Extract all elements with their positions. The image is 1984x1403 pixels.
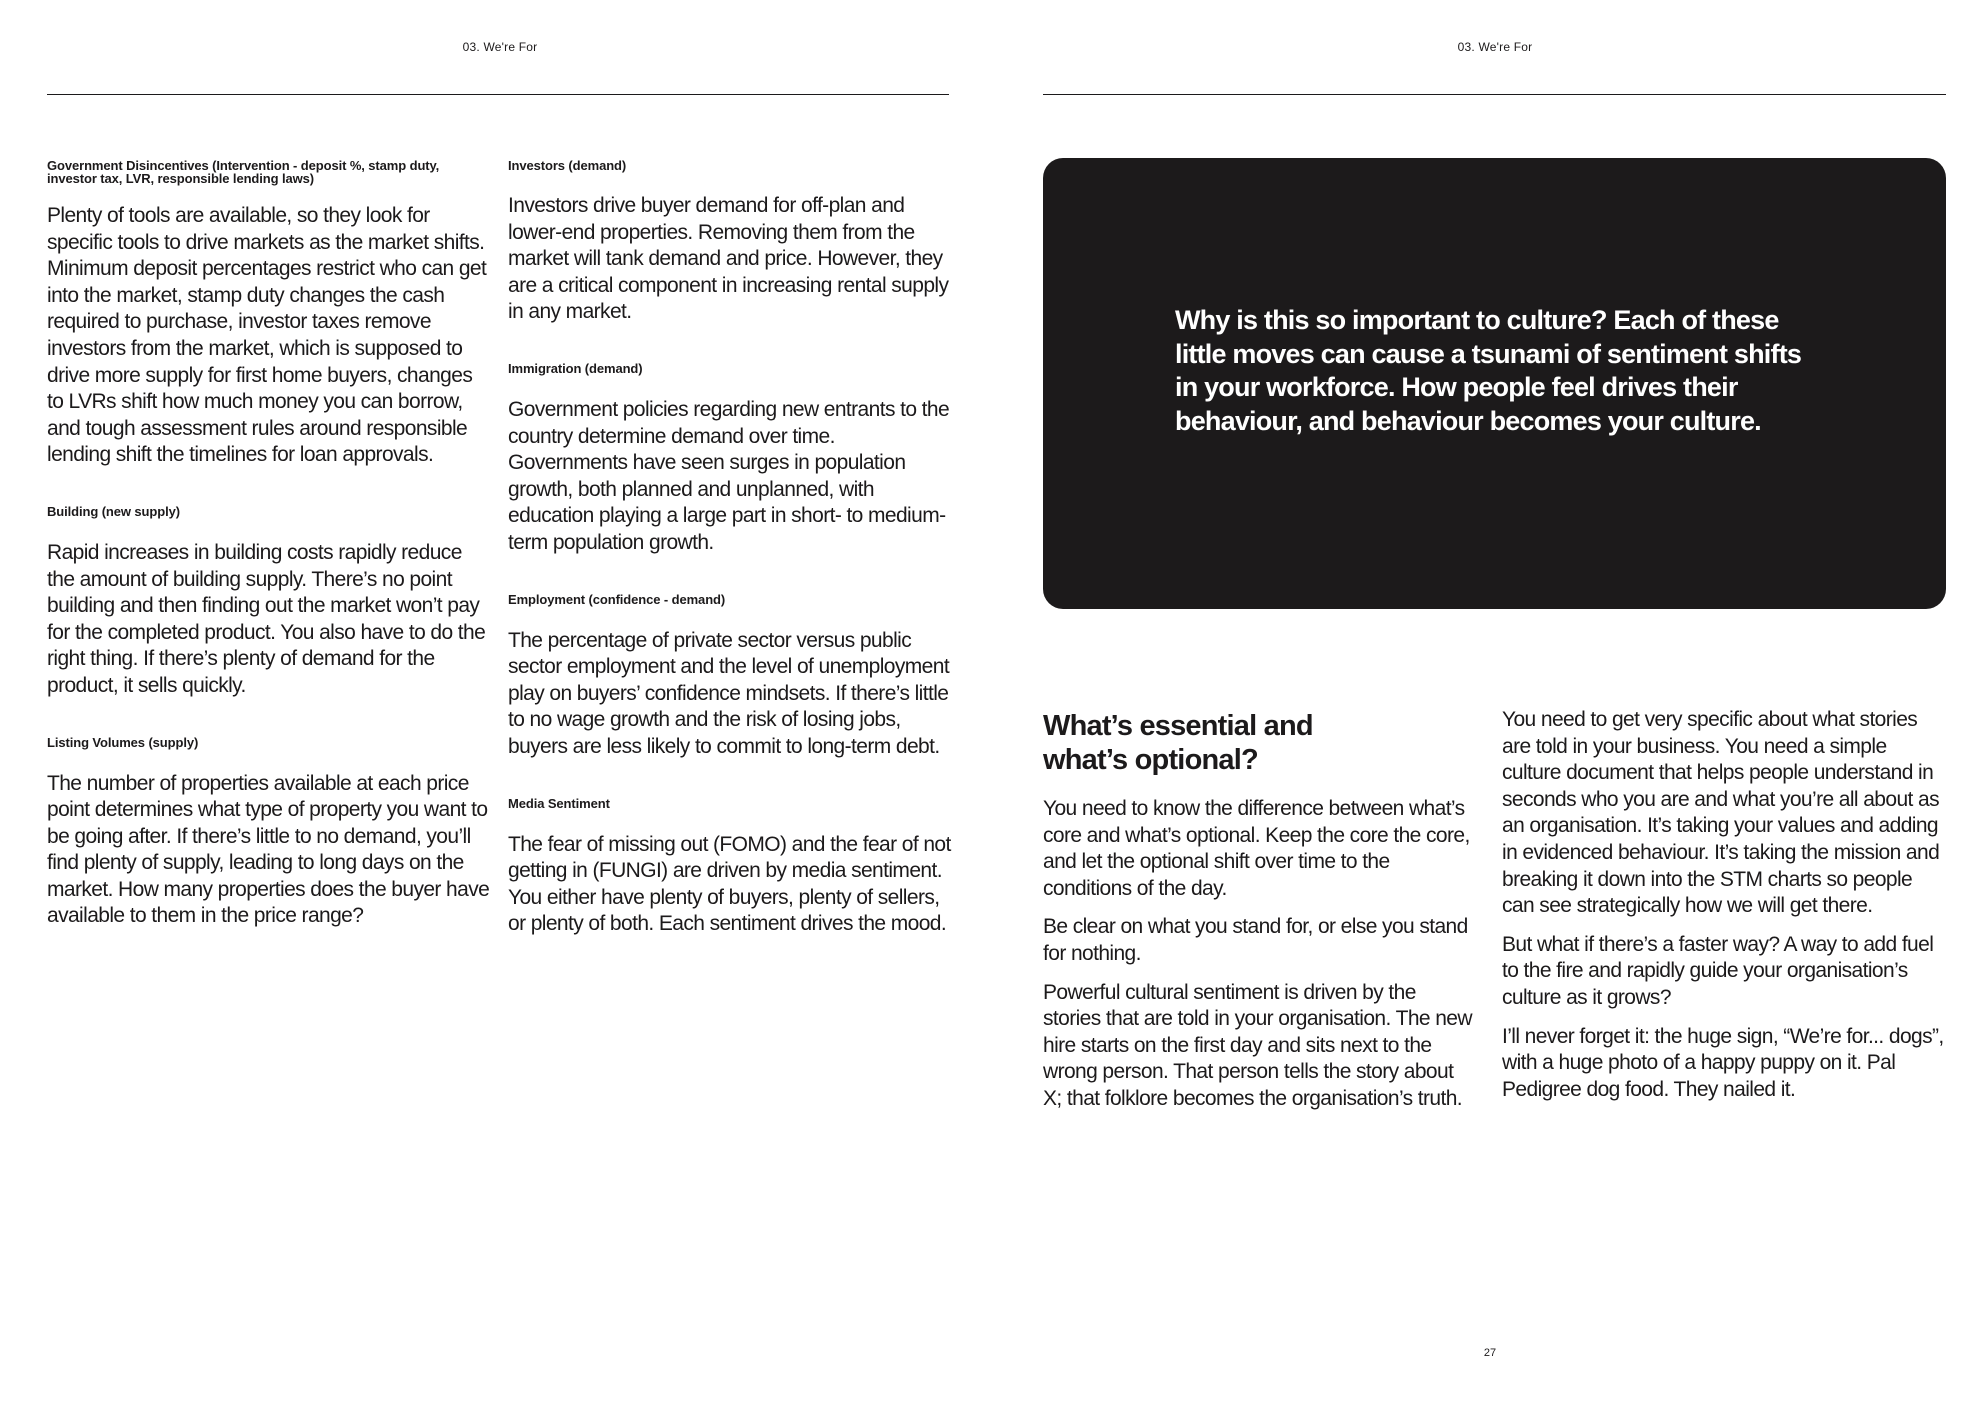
section-government-disincentives — [47, 159, 493, 469]
running-head: 03. We're For — [1457, 40, 1533, 54]
pull-quote-box — [1043, 158, 1946, 609]
section-listing-volumes — [47, 736, 493, 931]
paragraph: But what if there’s a faster way? A way to add fuel to the fire and rapidly guide your organisation’s culture as it grows? — [1502, 932, 1934, 1009]
paragraph: I’ll never forget it: the huge sign, “We’re for... dogs”, with a huge photo of a happy puppy on it. Pal Pedigree dog food. They nailed it. — [1502, 1024, 1944, 1101]
section-label: Listing Volumes (supply) — [47, 734, 199, 750]
right-column-1 — [1043, 709, 1473, 1113]
section-body: Government policies regarding new entrants to the country determine demand over time. Governments have seen surges in population growth, both planned and unplanned, with education playing a large part in short- to medium-term population growth. — [508, 397, 950, 554]
section-investors — [508, 159, 954, 326]
right-page — [992, 0, 1984, 1403]
paragraph: You need to know the difference between what’s core and what’s optional. Keep the core the core, and let the optional shift over time to the conditions of the day. — [1043, 797, 1470, 900]
header-rule — [1043, 94, 1946, 95]
header-rule — [47, 94, 949, 95]
section-heading: What’s essential and what’s optional? — [1043, 710, 1313, 776]
section-media-sentiment — [508, 797, 954, 938]
section-label: Building (new supply) — [47, 503, 180, 519]
running-head: 03. We're For — [462, 40, 538, 54]
section-body: The fear of missing out (FOMO) and the fear of not getting in (FUNGI) are driven by media sentiment. You either have plenty of buyers, plenty of sellers, or plenty of both. Each sentiment drives the mood. — [508, 832, 951, 936]
section-label: Media Sentiment — [508, 795, 610, 811]
paragraph: Powerful cultural sentiment is driven by the stories that are told in your organisation. The new hire starts on the first day and sits next to the wrong person. That person tells the story about X; that folklore becomes the organisation’s truth. — [1043, 980, 1472, 1110]
pull-quote: Why is this so important to culture? Each of these little moves can cause a tsunami of sentiment shifts in your workforce. How people feel drives their behaviour, and behaviour becomes your culture. — [1175, 305, 1802, 436]
section-body: Rapid increases in building costs rapidly reduce the amount of building supply. There’s no point building and then finding out the market won’t pay for the completed product. You also have to do the right thing. If there’s plenty of demand for the product, it sells quickly. — [47, 540, 486, 697]
section-label: Government Disincentives (Intervention - deposit %, stamp duty, investor tax, LVR, responsible lending laws) — [47, 158, 440, 186]
section-label: Employment (confidence - demand) — [508, 591, 726, 607]
section-immigration — [508, 362, 954, 557]
section-body: The percentage of private sector versus public sector employment and the level of unemployment play on buyers’ confidence mindsets. If there’s little to no wage growth and the risk of losing jobs, buyers are less likely to commit to long-term debt. — [508, 628, 950, 758]
paragraph: You need to get very specific about what stories are told in your business. You need a simple culture document that helps people understand in seconds who you are and what you’re all about as an organisation. It’s taking your values and adding in evidenced behaviour. It’s taking the mission and breaking it down into the STM charts so people can see strategically how we will get there. — [1502, 708, 1940, 918]
section-label: Immigration (demand) — [508, 360, 643, 376]
section-body: Investors drive buyer demand for off-plan and lower-end properties. Removing them from the market will tank demand and price. However, they are a critical component in increasing rental supply in any market. — [508, 194, 949, 324]
right-column-2 — [1502, 707, 1948, 1103]
paragraph: Be clear on what you stand for, or else you stand for nothing. — [1043, 915, 1468, 965]
section-body: The number of properties available at each price point determines what type of property you want to be going after. If there’s little to no demand, you’ll find plenty of supply, leading to long days on the market. How many properties does the buyer have available to them in the price range? — [47, 771, 490, 928]
left-column-1 — [47, 159, 493, 930]
left-column-2 — [508, 159, 954, 938]
section-label: Investors (demand) — [508, 158, 627, 173]
page-number: 27 — [1483, 1347, 1497, 1359]
section-building — [47, 505, 493, 700]
section-employment — [508, 593, 954, 761]
section-body: Plenty of tools are available, so they look for specific tools to drive markets as the market shifts. Minimum deposit percentages restrict who can get into the market, stamp duty changes the cash required to purchase, investor taxes remove investors from the market, which is supposed to drive more supply for first home buyers, changes to LVRs shift how much money you can borrow, and tough assessment rules around responsible lending shift the timelines for loan approvals. — [47, 204, 487, 467]
